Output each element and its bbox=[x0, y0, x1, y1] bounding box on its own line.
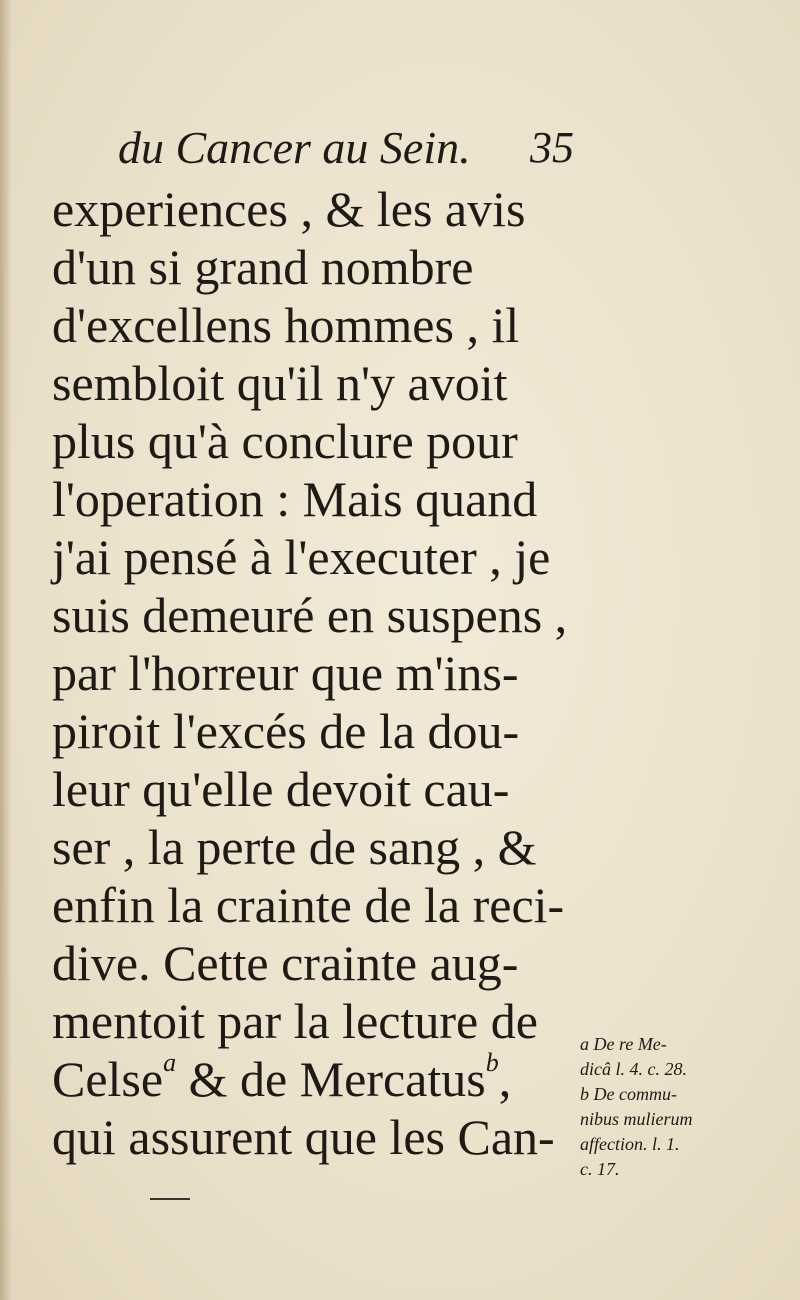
text-line: l'operation : Mais quand bbox=[52, 471, 538, 527]
text-line: d'un si grand nombre bbox=[52, 239, 474, 295]
text-line: j'ai pensé à l'executer , je bbox=[52, 529, 551, 585]
footnote-mark-b: b bbox=[485, 1048, 499, 1077]
marginal-note-line: dicâ l. 4. c. 28. bbox=[580, 1059, 687, 1079]
text-line: leur qu'elle devoit cau- bbox=[52, 761, 510, 817]
running-title: du Cancer au Sein. bbox=[118, 122, 471, 173]
marginal-notes bbox=[580, 1032, 770, 1182]
text-line: mentoit par la lecture de bbox=[52, 993, 538, 1049]
text-line: ser , la perte de sang , & bbox=[52, 819, 537, 875]
text-line: plus qu'à conclure pour bbox=[52, 413, 518, 469]
footnote-mark-a: a bbox=[163, 1048, 177, 1077]
text-line: Celse$^a$ & de Mercatus$^b$, bbox=[52, 1048, 512, 1107]
page-number: 35 bbox=[530, 123, 574, 172]
text-line: qui assurent que les Can- bbox=[52, 1109, 555, 1165]
marginal-note-line: a De re Me- bbox=[580, 1034, 667, 1054]
running-head bbox=[118, 118, 574, 178]
text-line: enfin la crainte de la reci- bbox=[52, 877, 565, 933]
marginal-note-line: affection. l. 1. bbox=[580, 1134, 680, 1154]
text-line: d'excellens hommes , il bbox=[52, 297, 520, 353]
body-text bbox=[52, 180, 572, 1166]
text-line: dive. Cette crainte aug- bbox=[52, 935, 519, 991]
marginal-note-line: b De commu- bbox=[580, 1084, 677, 1104]
text-line: par l'horreur que m'ins- bbox=[52, 645, 519, 701]
text-line: sembloit qu'il n'y avoit bbox=[52, 355, 508, 411]
marginal-note-line: c. 17. bbox=[580, 1159, 620, 1179]
catchword-rule bbox=[150, 1198, 190, 1200]
marginal-note-line: nibus mulierum bbox=[580, 1109, 693, 1129]
text-line: piroit l'excés de la dou- bbox=[52, 703, 520, 759]
text-line: experiences , & les avis bbox=[52, 181, 526, 237]
text-line: suis demeuré en suspens , bbox=[52, 587, 568, 643]
page-binding-shadow bbox=[0, 0, 12, 1300]
